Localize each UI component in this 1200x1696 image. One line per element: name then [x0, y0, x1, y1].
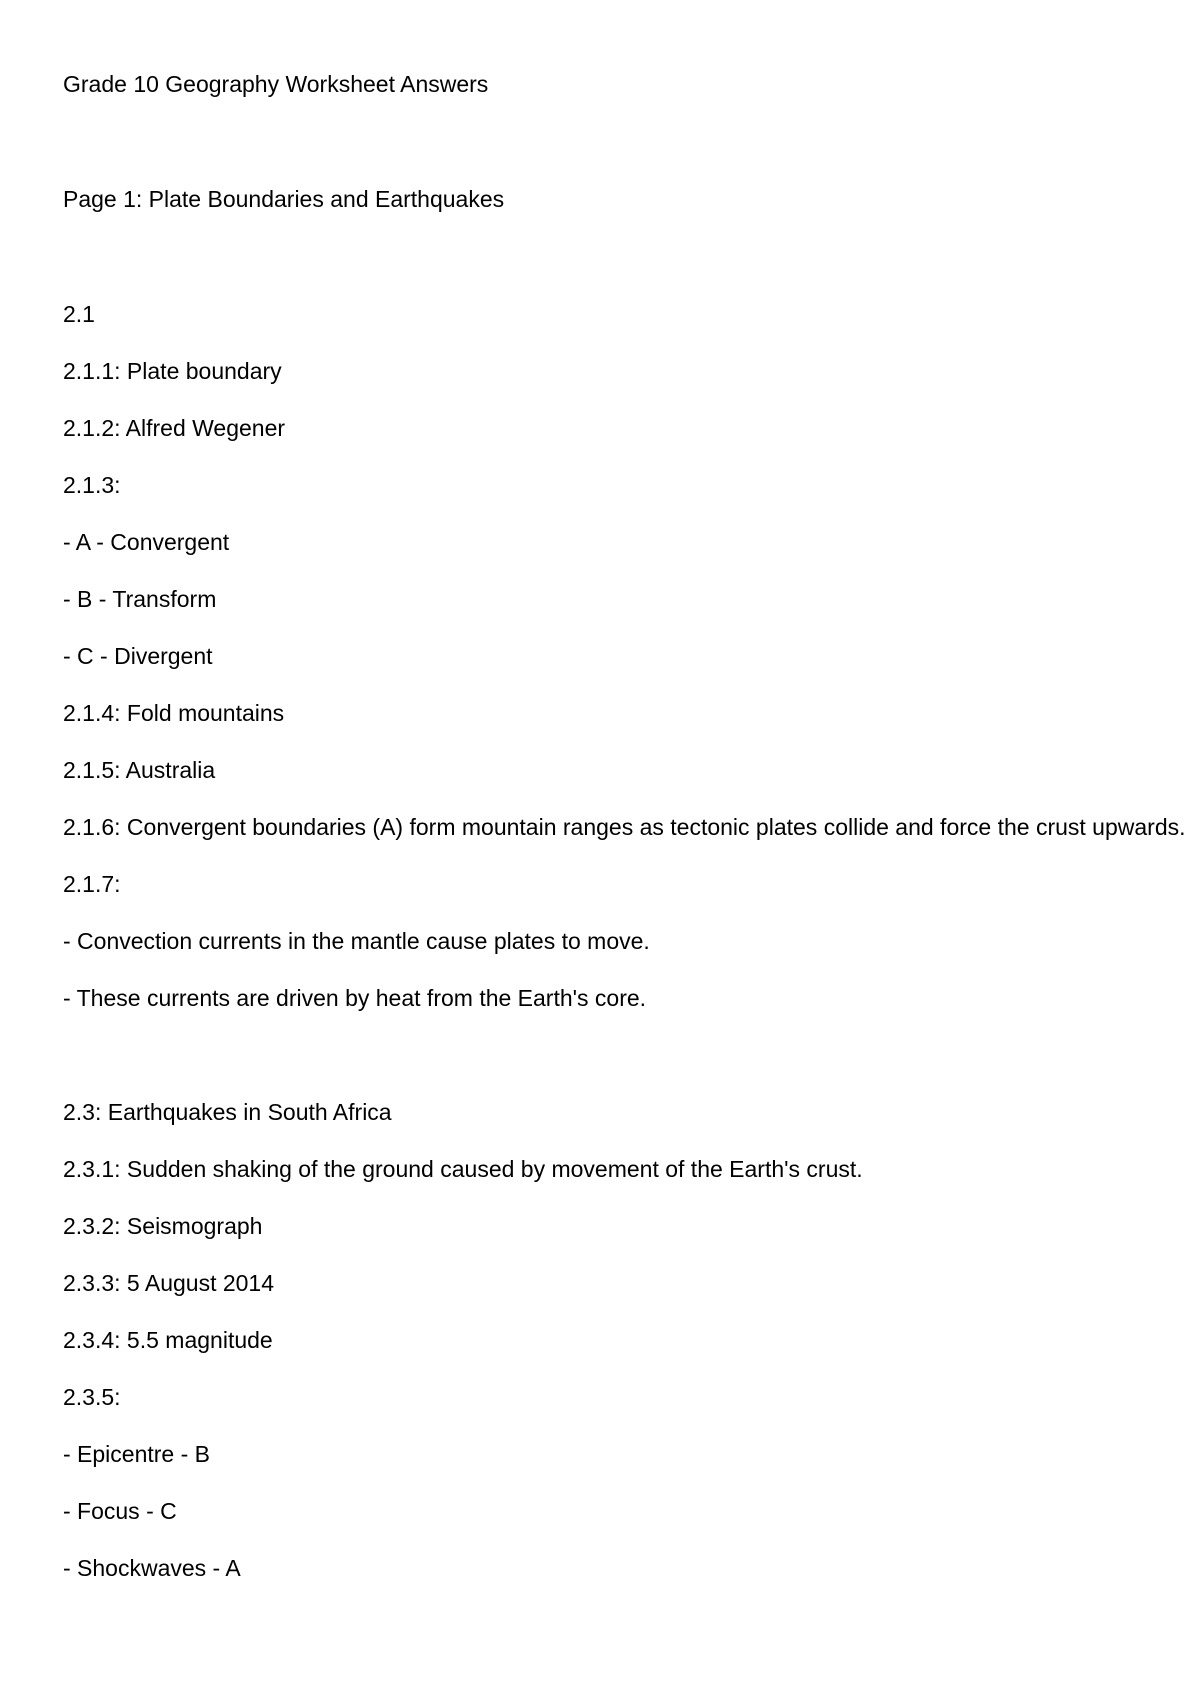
section-heading: Page 1: Plate Boundaries and Earthquakes: [63, 186, 505, 212]
answer-line: - These currents are driven by heat from the Earth's core.: [63, 985, 647, 1011]
answer-line: 2.1: [63, 301, 95, 327]
answer-line: 2.1.4: Fold mountains: [63, 700, 285, 726]
answer-line: 2.1.7:: [63, 871, 121, 897]
subsection-heading: 2.3: Earthquakes in South Africa: [63, 1099, 392, 1125]
answer-line: - B - Transform: [63, 586, 217, 612]
answer-line: - Convection currents in the mantle cause plates to move.: [63, 928, 650, 954]
answer-line: - C - Divergent: [63, 643, 213, 669]
answer-line: 2.1.6: Convergent boundaries (A) form mountain ranges as tectonic plates collide and force the crust upwards.: [63, 814, 1186, 840]
answer-line: - A - Convergent: [63, 529, 230, 555]
answer-line: 2.3.3: 5 August 2014: [63, 1270, 275, 1296]
answer-line: - Focus - C: [63, 1498, 177, 1524]
answer-line: 2.3.1: Sudden shaking of the ground caused by movement of the Earth's crust.: [63, 1156, 863, 1182]
answer-line: - Epicentre - B: [63, 1441, 210, 1467]
answer-line: 2.3.2: Seismograph: [63, 1213, 263, 1239]
answer-line: 2.3.5:: [63, 1384, 121, 1410]
answer-line: 2.1.5: Australia: [63, 757, 216, 783]
answer-line: 2.1.2: Alfred Wegener: [63, 415, 286, 441]
answer-line: - Shockwaves - A: [63, 1555, 241, 1581]
document-title: Grade 10 Geography Worksheet Answers: [63, 71, 489, 97]
answer-line: 2.1.3:: [63, 472, 121, 498]
answer-line: 2.3.4: 5.5 magnitude: [63, 1327, 273, 1353]
answer-line: 2.1.1: Plate boundary: [63, 358, 282, 384]
